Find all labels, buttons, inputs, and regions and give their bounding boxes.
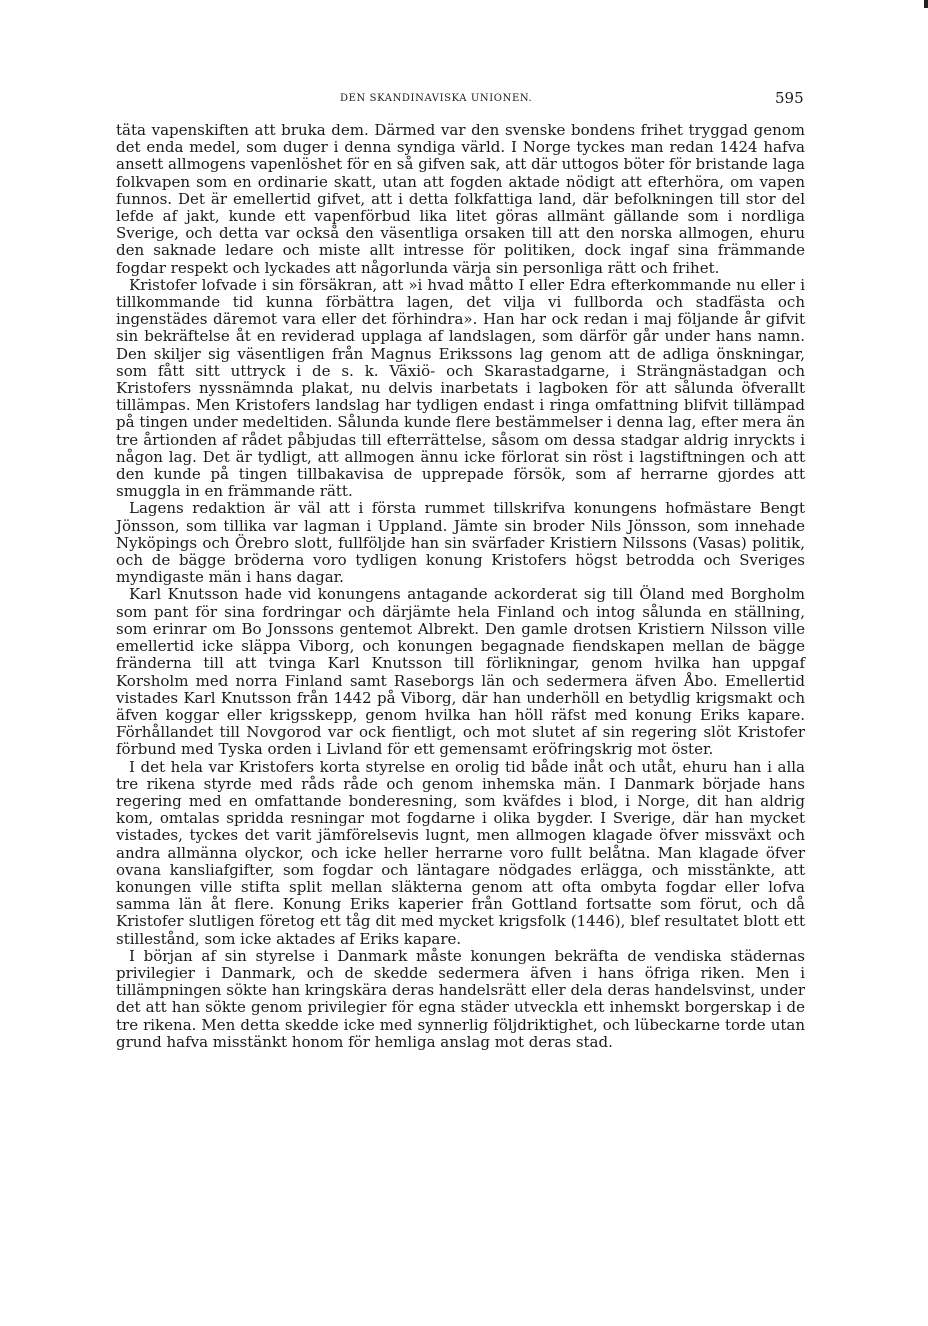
- paragraph-5: I det hela var Kristofers korta styrelse en orolig tid både inåt och utåt, ehuru han i alla tre rikena styrde med råds råde och genom inhemska män. I Danmark började hans regering med en omfattande bonderesning, som kväfdes i blod, i Norge, dit han aldrig kom, omtalas spridda resningar mot fogdarne i olika bygder. I Sverige, där han mycket vistades, tyckes det varit jämförelsevis lugnt, men allmogen klagade öfver missväxt och andra allmänna olyckor, och icke heller herrarne voro fullt belåtna. Man klagade öfver ovana kansliafgifter, som fogdar och läntagare nödgades erlägga, och misstänkte, att konungen ville stifta split mellan släkterna genom att ofta ombyta fogdar eller lofva samma län åt flere. Konung Eriks kaperier från Gottland fortsatte som förut, och då Kristofer slutligen företog ett tåg dit med mycket krigsfolk (1446), blef resultatet blott ett stillestånd, som icke aktades af Eriks kapare.: [116, 757, 805, 948]
- paragraph-1: täta vapenskiften att bruka dem. Därmed var den svenske bondens frihet tryggad genom det enda medel, som duger i denna syndiga värld. I Norge tyckes man redan 1424 hafva ansett allmogens vapenlöshet för en så gifven sak, att där uttogos böter för bristande laga folkvapen som en ordinarie skatt, utan att fogden aktade nödigt att efterhöra, om vapen funnos. Det är emellertid gifvet, att i detta folkfattiga land, där befolkningen till stor del lefde af jakt, kunde ett vapenförbud lika litet göras allmänt gällande som i nordliga Sverige, och detta var också den väsentliga orsaken till att den norska allmogen, ehuru den saknade ledare och miste allt intresse för politiken, dock ingaf sina främmande fogdar respekt och lyckades att någorlunda värja sin personliga rätt och frihet.: [116, 121, 805, 277]
- page-number: 595: [775, 89, 804, 107]
- body-text: [116, 122, 805, 1051]
- paragraph-3: Lagens redaktion är väl att i första rummet tillskrifva konungens hofmästare Bengt Jönsson, som tillika var lagman i Uppland. Jämte sin broder Nils Jönsson, som innehade Nyköpings och Örebro slott, fullföljde han sin svärfader Kristiern Nilssons (Vasas) politik, och de bägge bröderna voro tydligen konung Kristofers högst betrodda och Sveriges myndigaste män i hans dagar.: [116, 499, 805, 587]
- paragraph-2: Kristofer lofvade i sin försäkran, att »i hvad måtto I eller Edra efterkommande nu eller i tillkommande tid kunna förbättra lagen, det vilja vi fullborda och stadfästa och ingenstädes däremot vara eller det förhindra». Han har ock redan i maj följande år gifvit sin bekräftelse åt en reviderad upplaga af landslagen, som därför går under hans namn. Den skiljer sig väsentligen från Magnus Erikssons lag genom att de adliga önskningar, som fått sitt uttryck i de s. k. Växiö- och Skarastadgarne, i Strängnästadgan och Kristofers nyssnämnda plakat, nu delvis inarbetats i lagboken för att sålunda öfverallt tillämpas. Men Kristofers landslag har tydligen endast i ringa omfattning blifvit tillämpad på tingen under medeltiden. Sålunda kunde flere bestämmelser i denna lag, efter mera än tre årtionden af rådet påbjudas till efterrättelse, såsom om dessa stadgar aldrig inryckts i någon lag. Det är tydligt, att allmogen ännu icke förlorat sin röst i lagstiftningen och att den kunde på tingen tillbakavisa de upprepade försök, som af herrarne gjordes att smuggla in en främmande rätt.: [116, 275, 805, 501]
- scan-corner-mark: [924, 0, 928, 8]
- paragraph-6: I början af sin styrelse i Danmark måste konungen bekräfta de vendiska städernas privilegier i Danmark, och de skedde sedermera äfven i hans öfriga riken. Men i tillämpningen sökte han kringskära deras handelsrätt eller dela deras handelsvinst, under det att han sökte genom privilegier för egna städer utveckla ett inhemskt borgerskap i de tre rikena. Men detta skedde icke med synnerlig följdriktighet, och lübeckarne torde utan grund hafva misstänkt honom för hemliga anslag mot deras stad.: [116, 946, 805, 1051]
- running-title: DEN SKANDINAVISKA UNIONEN.: [340, 93, 533, 104]
- paragraph-4: Karl Knutsson hade vid konungens antagande ackorderat sig till Öland med Borgholm som pant för sina fordringar och därjämte hela Finland och intog sålunda en ställning, som erinrar om Bo Jonssons gentemot Albrekt. Den gamle drotsen Kristiern Nilsson ville emellertid icke släppa Viborg, och konungen begagnade fiendskapen mellan de bägge fränderna till att tvinga Karl Knutsson till förlikningar, genom hvilka han uppgaf Korsholm med norra Finland samt Raseborgs län och sedermera äfven Åbo. Emellertid vistades Karl Knutsson från 1442 på Viborg, där han underhöll en betydlig krigsmakt och äfven koggar eller krigsskepp, genom hvilka han höll räfst med konung Eriks kapare. Förhållandet till Novgorod var ock fientligt, och mot slutet af sin regering slöt Kristofer förbund med Tyska orden i Livland för ett gemensamt eröfringskrig mot öster.: [116, 585, 805, 759]
